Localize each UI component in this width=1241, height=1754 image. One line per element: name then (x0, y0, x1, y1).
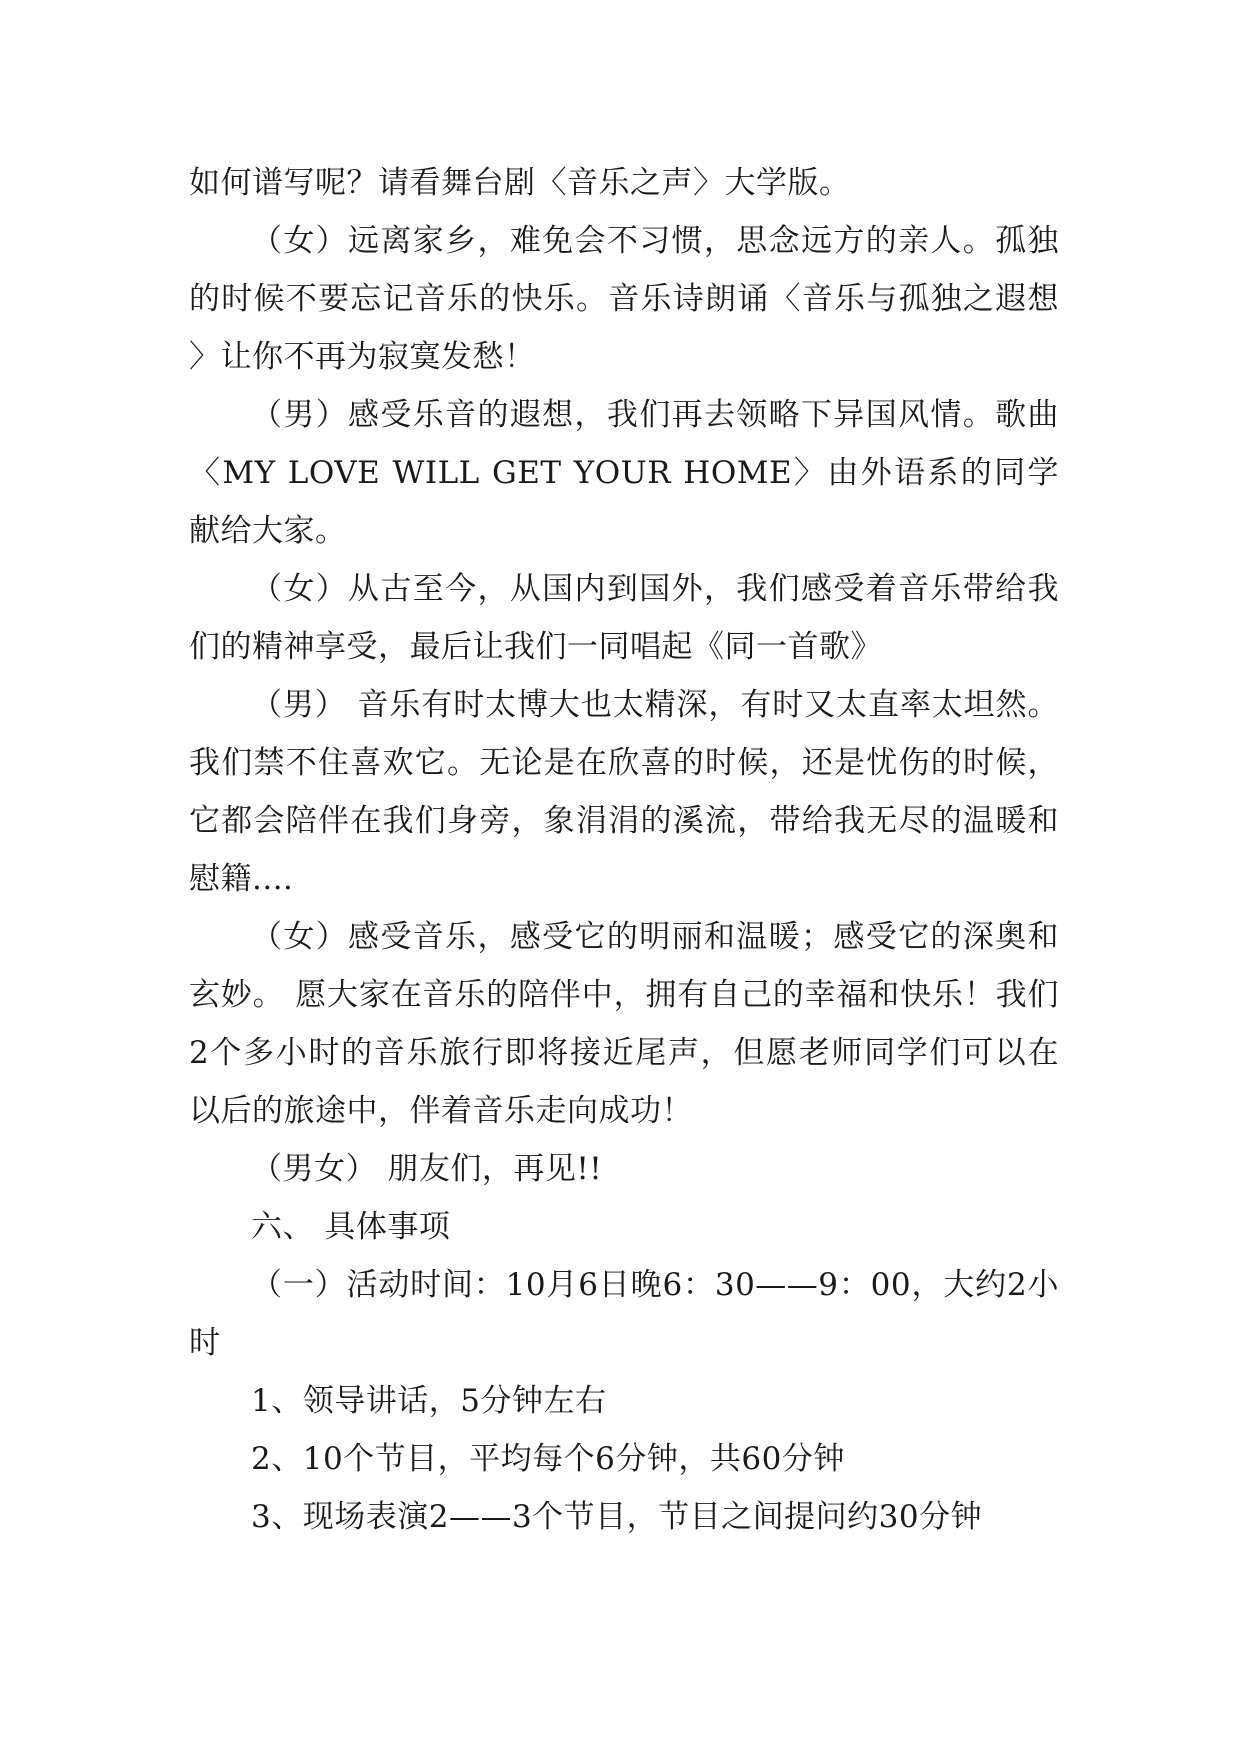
list-item-leader-speech: 1、领导讲话，5分钟左右 (251, 1383, 607, 1419)
paragraph-female-closing: （女）感受音乐，感受它的明丽和温暖；感受它的深奥和玄妙。 愿大家在音乐的陪伴中，拥有自己的幸福和快乐！我们2个多小时的音乐旅行即将接近尾声，但愿老师同学们可以在以后的旅途中，伴着音乐走向成功！ (189, 919, 1059, 1129)
paragraph-intro-continuation: 如何谱写呢？请看舞台剧〈音乐之声〉大学版。 (189, 165, 851, 201)
paragraph-farewell: （男女） 朋友们，再见!! (251, 1151, 603, 1187)
paragraph-female-poem: （女）远离家乡，难免会不习惯，思念远方的亲人。孤独的时候不要忘记音乐的快乐。音乐诗朗诵〈音乐与孤独之遐想 〉让你不再为寂寞发愁！ (189, 223, 1059, 375)
document-body (189, 154, 1059, 1546)
paragraph-male-music-reflection: （男） 音乐有时太博大也太精深，有时又太直率太坦然。我们禁不住喜欢它。无论是在欣喜的时候，还是忧伤的时候，它都会陪伴在我们身旁，象涓涓的溪流，带给我无尽的温暖和慰籍.... (189, 687, 1059, 897)
list-item-programs: 2、10个节目，平均每个6分钟，共60分钟 (251, 1441, 845, 1477)
paragraph-activity-time: （一）活动时间：10月6日晚6：30——9：00，大约2小时 (189, 1267, 1059, 1361)
list-item-live-performance: 3、现场表演2——3个节目，节目之间提问约30分钟 (251, 1499, 983, 1535)
paragraph-female-same-song: （女）从古至今，从国内到国外，我们感受着音乐带给我们的精神享受，最后让我们一同唱起《同一首歌》 (189, 571, 1059, 665)
section-heading-details: 六、 具体事项 (251, 1209, 451, 1245)
paragraph-male-song: （男）感受乐音的遐想，我们再去领略下异国风情。歌曲〈MY LOVE WILL GET YOUR HOME〉由外语系的同学献给大家。 (189, 397, 1059, 549)
